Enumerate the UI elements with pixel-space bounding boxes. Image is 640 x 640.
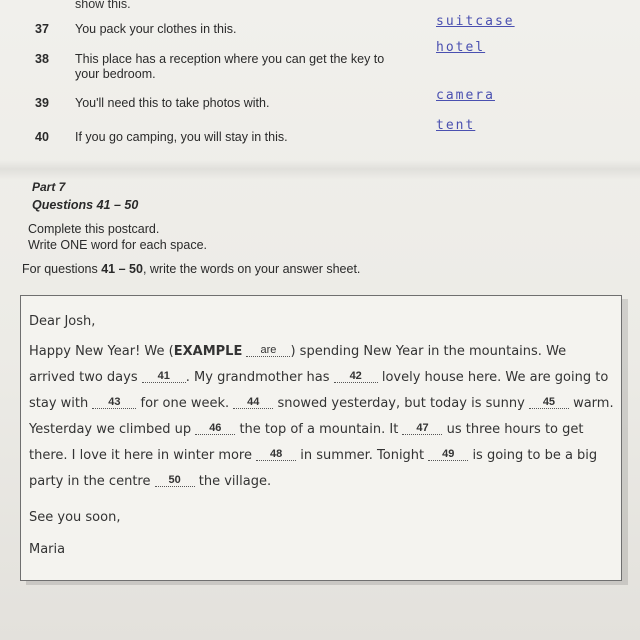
gap-43[interactable]: 43	[92, 396, 136, 409]
postcard-line: there. I love it here in winter more 48 in summer. Tonight 49 is going to be a big	[29, 448, 598, 463]
question-text: You'll need this to take photos with.	[75, 96, 270, 110]
postcard-line: party in the centre 50 the village.	[29, 474, 272, 489]
question-number: 38	[35, 52, 49, 66]
postcard-closing: See you soon,	[29, 510, 121, 525]
instruction-answer-sheet: For questions 41 – 50, write the words on your answer sheet.	[22, 262, 361, 276]
question-number: 40	[35, 130, 49, 144]
postcard-line: Happy New Year! We (EXAMPLE are ) spending New Year in the mountains. We	[29, 344, 567, 359]
question-text: This place has a reception where you can get the key to your bedroom.	[75, 52, 385, 81]
instruction-one-word: Write ONE word for each space.	[28, 238, 208, 252]
gap-41[interactable]: 41	[142, 370, 186, 383]
gap-50[interactable]: 50	[155, 474, 195, 487]
questions-range: Questions 41 – 50	[32, 198, 139, 212]
postcard-line: arrived two days 41 . My grandmother has 42 lovely house here. We are going to	[29, 370, 609, 385]
gap-49[interactable]: 49	[428, 448, 468, 461]
handwritten-answer: tent	[436, 118, 476, 133]
question-text: If you go camping, you will stay in this.	[75, 130, 288, 144]
gap-46[interactable]: 46	[195, 422, 235, 435]
gap-45[interactable]: 45	[529, 396, 569, 409]
handwritten-answer: suitcase	[436, 14, 515, 29]
question-text: You pack your clothes in this.	[75, 22, 237, 36]
postcard-greeting: Dear Josh,	[29, 314, 96, 329]
handwritten-answer: hotel	[436, 40, 486, 55]
question-number: 37	[35, 22, 49, 36]
question-number: 39	[35, 96, 49, 110]
cut-off-text: show this.	[75, 0, 131, 11]
postcard	[20, 295, 622, 581]
instruction-complete: Complete this postcard.	[28, 222, 160, 236]
page-fold-shadow	[0, 160, 640, 180]
gap-44[interactable]: 44	[233, 396, 273, 409]
gap-42[interactable]: 42	[334, 370, 378, 383]
postcard-line: Yesterday we climbed up 46 the top of a mountain. It 47 us three hours to get	[29, 422, 584, 437]
postcard-line: stay with 43 for one week. 44 snowed yesterday, but today is sunny 45 warm.	[29, 396, 614, 411]
part-title: Part 7	[32, 180, 66, 194]
example-label: EXAMPLE	[173, 344, 243, 359]
postcard-signature: Maria	[29, 542, 66, 557]
example-answer: are	[246, 344, 290, 357]
handwritten-answer: camera	[436, 88, 495, 103]
gap-48[interactable]: 48	[256, 448, 296, 461]
gap-47[interactable]: 47	[402, 422, 442, 435]
